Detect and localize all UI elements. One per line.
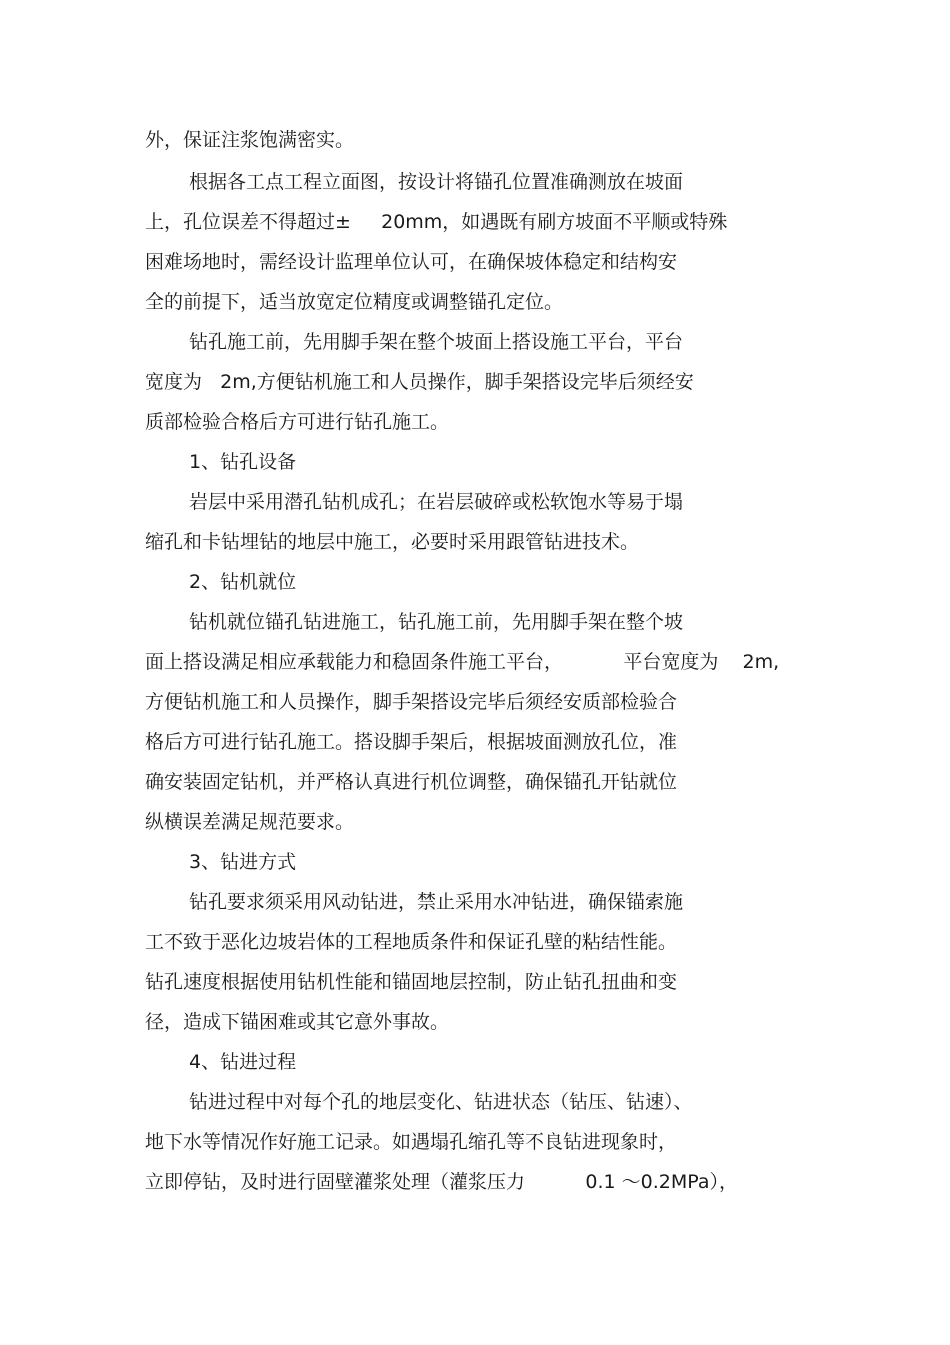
paragraph-line: 工不致于恶化边坡岩体的工程地质条件和保证孔壁的粘结性能。	[145, 931, 678, 953]
paragraph-line: 外，保证注浆饱满密实。	[145, 129, 355, 151]
paragraph-line: 格后方可进行钻孔施工。搭设脚手架后，根据坡面测放孔位，准	[145, 731, 678, 753]
paragraph-line: 方便钻机施工和人员操作，脚手架搭设完毕后须经安质部检验合	[145, 691, 678, 713]
paragraph-line: 立即停钻，及时进行固壁灌浆处理（灌浆压力 0.1 ～0.2MPa），	[145, 1171, 739, 1193]
paragraph-line: 缩孔和卡钻埋钻的地层中施工，必要时采用跟管钻进技术。	[145, 531, 640, 553]
section-heading: 1、钻孔设备	[189, 451, 297, 473]
section-heading: 3、钻进方式	[189, 851, 297, 873]
paragraph-line: 钻孔要求须采用风动钻进，禁止采用水冲钻进，确保锚索施	[189, 891, 684, 913]
paragraph-line: 径，造成下锚困难或其它意外事故。	[145, 1011, 450, 1033]
paragraph-line: 根据各工点工程立面图，按设计将锚孔位置准确测放在坡面	[189, 171, 684, 193]
paragraph-line: 钻孔速度根据使用钻机性能和锚固地层控制，防止钻孔扭曲和变	[145, 971, 678, 993]
paragraph-line: 岩层中采用潜孔钻机成孔；在岩层破碎或松软饱水等易于塌	[189, 491, 684, 513]
paragraph-line: 纵横误差满足规范要求。	[145, 811, 355, 833]
paragraph-line: 上，孔位误差不得超过± 20mm，如遇既有刷方坡面不平顺或特殊	[145, 211, 728, 233]
paragraph-line: 钻机就位锚孔钻进施工，钻孔施工前，先用脚手架在整个坡	[189, 611, 684, 633]
section-heading: 2、钻机就位	[189, 571, 297, 593]
paragraph-line: 地下水等情况作好施工记录。如遇塌孔缩孔等不良钻进现象时，	[145, 1131, 678, 1153]
paragraph-line: 质部检验合格后方可进行钻孔施工。	[145, 411, 450, 433]
paragraph-line: 钻孔施工前，先用脚手架在整个坡面上搭设施工平台，平台	[189, 331, 684, 353]
paragraph-line: 钻进过程中对每个孔的地层变化、钻进状态（钻压、钻速）、	[189, 1091, 693, 1113]
section-heading: 4、钻进过程	[189, 1051, 297, 1073]
paragraph-line: 宽度为 2m,方便钻机施工和人员操作，脚手架搭设完毕后须经安	[145, 371, 694, 393]
paragraph-line: 全的前提下，适当放宽定位精度或调整锚孔定位。	[145, 291, 564, 313]
paragraph-line: 面上搭设满足相应承载能力和稳固条件施工平台， 平台宽度为 2m,	[145, 651, 780, 673]
paragraph-line: 确安装固定钻机，并严格认真进行机位调整，确保锚孔开钻就位	[145, 771, 678, 793]
paragraph-line: 困难场地时，需经设计监理单位认可，在确保坡体稳定和结构安	[145, 251, 678, 273]
